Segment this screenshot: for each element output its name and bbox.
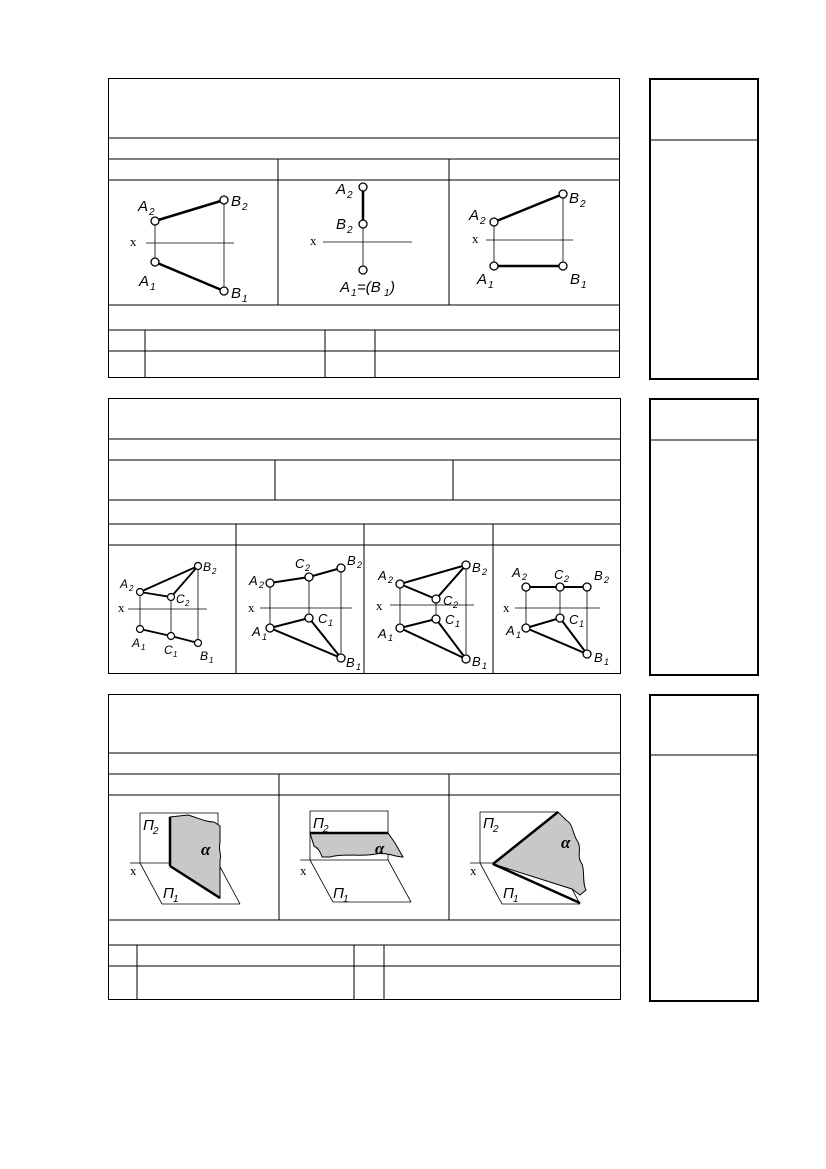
subscript: 2 (564, 574, 570, 584)
label-a2: A (512, 565, 521, 580)
x-axis-label: x (470, 863, 477, 878)
block2-panel4 (515, 583, 600, 658)
label-b1: B (472, 654, 481, 669)
subscript: 1 (173, 894, 179, 905)
subscript: 2 (388, 575, 394, 585)
subscript: 1 (488, 280, 494, 291)
x-axis-label: x (310, 233, 317, 248)
x-axis-label: x (130, 863, 137, 878)
label-pi1: П (163, 885, 174, 902)
label-b1: =(B (357, 279, 381, 296)
subscript: 2 (522, 572, 528, 582)
label-b2: B (203, 560, 212, 574)
label-alpha: α (561, 833, 571, 852)
label-a2: A (469, 207, 480, 224)
subscript: 1 (482, 661, 488, 671)
x-axis-label: x (118, 600, 125, 615)
subscript: 2 (153, 826, 159, 837)
subscript: 2 (453, 600, 459, 610)
subscript: 2 (604, 575, 610, 585)
label-c2: C (443, 593, 453, 608)
label-a2: A (120, 577, 129, 591)
subscript: 1 (141, 643, 146, 652)
subscript: 2 (185, 599, 190, 608)
label-c2: C (554, 567, 564, 582)
subscript: 2 (482, 567, 488, 577)
label-a1: A (252, 624, 261, 639)
subscript: 2 (480, 216, 486, 227)
subscript: 2 (357, 560, 363, 570)
subscript: 1 (581, 280, 587, 291)
subscript: 1 (209, 656, 214, 665)
label-b1: B (594, 650, 603, 665)
block1-panel3 (486, 190, 573, 270)
label-a1: A (139, 273, 150, 290)
subscript: 1 (262, 632, 268, 642)
paren: ) (390, 279, 395, 296)
block1-panel1 (146, 196, 234, 295)
answer-box-3 (650, 695, 758, 1001)
block2-grid (108, 399, 621, 675)
label-a2: A (336, 181, 347, 198)
label-a2: A (378, 568, 387, 583)
label-a1: A (340, 279, 351, 296)
subscript: 2 (305, 563, 311, 573)
subscript: 1 (455, 619, 461, 629)
x-axis-label: x (300, 863, 307, 878)
x-axis-label: x (472, 231, 479, 246)
label-b2: B (231, 193, 242, 210)
label-a1: A (506, 623, 515, 638)
label-c1: C (318, 611, 328, 626)
subscript: 1 (242, 294, 248, 305)
label-b2: B (347, 553, 356, 568)
subscript: 2 (149, 207, 155, 218)
label-alpha: α (375, 839, 385, 858)
x-axis-label: x (376, 598, 383, 613)
label-c2: C (295, 556, 305, 571)
subscript: 1 (150, 282, 156, 293)
subscript: 2 (323, 824, 329, 835)
subscript: 2 (493, 824, 499, 835)
label-b2: B (472, 560, 481, 575)
subscript: 2 (129, 584, 134, 593)
subscript: 1 (384, 288, 390, 299)
subscript: 2 (212, 567, 217, 576)
label-alpha: α (201, 840, 211, 859)
x-axis-label: x (503, 600, 510, 615)
subscript: 2 (580, 199, 586, 210)
label-b1: B (346, 655, 355, 670)
label-b2: B (569, 190, 580, 207)
subscript: 1 (351, 288, 357, 299)
subscript: 1 (579, 619, 585, 629)
label-c2: C (176, 592, 185, 606)
block2-panel2 (260, 564, 352, 662)
subscript: 2 (259, 580, 265, 590)
x-axis-label: x (130, 234, 137, 249)
subscript: 1 (516, 630, 522, 640)
label-a2: A (249, 573, 258, 588)
label-b1: B (570, 271, 581, 288)
label-b2: B (336, 216, 347, 233)
x-axis-label: x (248, 600, 255, 615)
subscript: 1 (328, 618, 334, 628)
label-a1: A (378, 626, 387, 641)
subscript: 2 (347, 190, 353, 201)
subscript: 1 (604, 657, 610, 667)
label-c1: C (164, 643, 173, 657)
label-pi2: П (483, 815, 494, 832)
subscript: 2 (242, 202, 248, 213)
label-a1: A (132, 636, 141, 650)
subscript: 1 (388, 633, 394, 643)
subscript: 1 (173, 650, 178, 659)
label-c1: C (569, 612, 579, 627)
label-pi1: П (333, 885, 344, 902)
label-a2: A (138, 198, 149, 215)
subscript: 1 (356, 662, 362, 672)
block2-panel1 (128, 563, 207, 647)
label-b2: B (594, 568, 603, 583)
label-a1: A (477, 271, 488, 288)
label-b1: B (231, 285, 242, 302)
label-pi2: П (313, 815, 324, 832)
label-pi2: П (143, 817, 154, 834)
subscript: 1 (343, 894, 349, 905)
label-b1: B (200, 649, 209, 663)
block2-panel3 (390, 561, 474, 663)
subscript: 2 (347, 225, 353, 236)
label-pi1: П (503, 885, 514, 902)
subscript: 1 (513, 894, 519, 905)
label-c1: C (445, 612, 455, 627)
block1-grid (108, 138, 759, 378)
